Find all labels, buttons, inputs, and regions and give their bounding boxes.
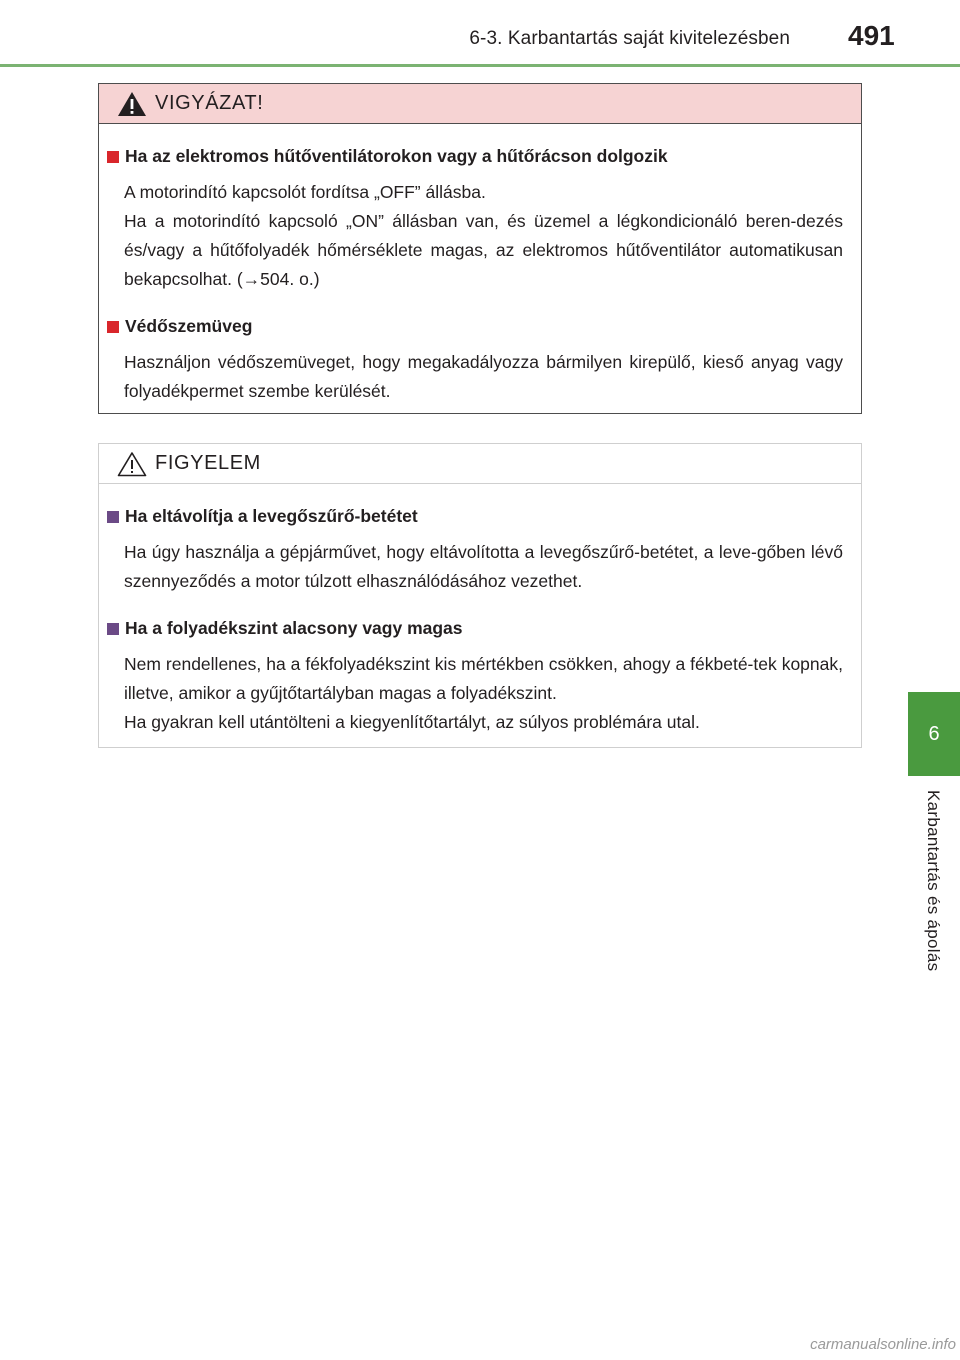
section-body [124,178,843,294]
caution-section [99,146,861,294]
caution-section [99,316,861,406]
section-body [124,650,843,737]
notice-box [98,443,862,748]
paragraph: Ha úgy használja a gépjárművet, hogy eltávolította a levegőszűrő-betétet, a leve-gőben lévő szennyeződés a motor túlzott elhasználódásához vezethet. [124,542,843,591]
paragraph: Ha gyakran kell utántölteni a kiegyenlítőtartályt, az súlyos problémára utal. [124,712,700,732]
notice-section [99,506,861,596]
caution-heading: VIGYÁZAT! [155,92,264,114]
section-title-text: Ha eltávolítja a levegőszűrő-betétet [125,506,418,526]
section-title-text: Védőszemüveg [125,316,253,336]
paragraph: Használjon védőszemüveget, hogy megakadályozza bármilyen kirepülő, kieső anyag vagy folyadékpermet szembe kerülését. [124,352,843,401]
square-bullet-icon [107,623,119,635]
caution-box [98,83,862,414]
chapter-tab-label [910,790,956,1000]
square-bullet-icon [107,151,119,163]
chapter-tab-number: 6 [928,722,940,745]
paragraph: A motorindító kapcsolót fordítsa „OFF” állásba. [124,182,486,202]
page-number: 491 [848,20,895,51]
square-bullet-icon [107,321,119,333]
notice-section [99,618,861,737]
paragraph: Ha a motorindító kapcsoló „ON” állásban van, és üzemel a légkondicionáló beren-dezés és/vagy a hűtőfolyadék hőmérséklete magas, az elektromos hűtőventilátor automatikusan bekapcsolhat. (→504. o.) [124,211,843,289]
section-title-text: Ha az elektromos hűtőventilátorokon vagy a hűtőrácson dolgozik [125,146,668,166]
header-rule [0,64,960,67]
watermark: carmanualsonline.info [810,1336,956,1353]
notice-heading: FIGYELEM [155,452,261,474]
chapter-title: 6-3. Karbantartás saját kivitelezésben [469,28,790,49]
paragraph: Nem rendellenes, ha a fékfolyadékszint kis mértékben csökken, ahogy a fékbeté-tek kopnak, illetve, amikor a gyűjtőtartályban magas a folyadékszint. [124,654,843,703]
caution-box-header [99,84,861,124]
section-title [107,506,843,527]
section-body [124,538,843,596]
square-bullet-icon [107,511,119,523]
chapter-tab[interactable] [908,692,960,776]
section-body [124,348,843,406]
notice-triangle-icon [117,451,147,477]
section-title [107,146,843,167]
section-title [107,316,843,337]
section-title [107,618,843,639]
chapter-tab-label-text: Karbantartás és ápolás [924,790,943,972]
warning-icon [117,91,147,117]
section-title-text: Ha a folyadékszint alacsony vagy magas [125,618,463,638]
notice-box-header [99,444,861,484]
